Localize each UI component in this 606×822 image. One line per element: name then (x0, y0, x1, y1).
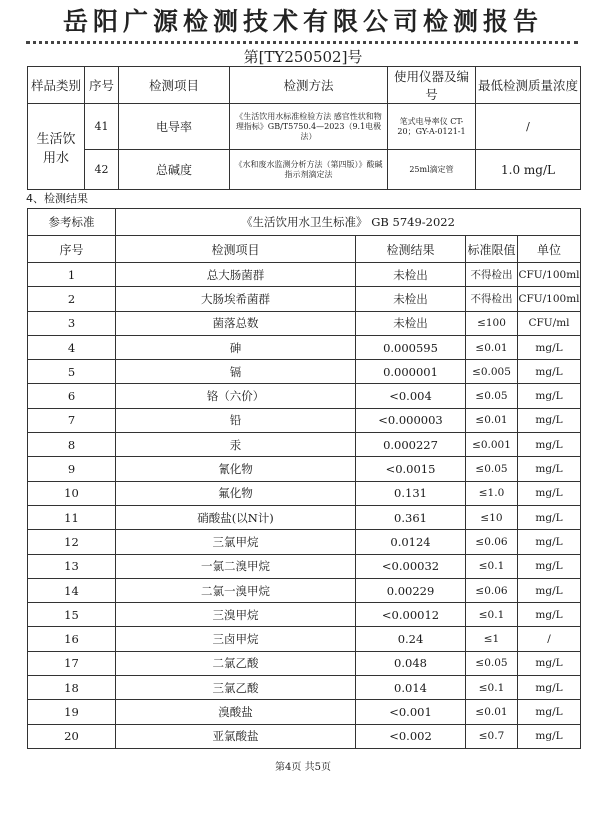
table-row (28, 287, 581, 311)
row-result: <0.004 (356, 384, 466, 408)
row-item: 电导率 (119, 104, 230, 150)
col-limit: 标准限值 (466, 236, 518, 263)
row-result: <0.000003 (356, 408, 466, 432)
page-footer: 第4页 共5页 (275, 762, 331, 773)
row-limit: 不得检出 (466, 263, 518, 287)
row-unit: mg/L (518, 457, 581, 481)
row-limit: ≤10 (466, 505, 518, 529)
row-no: 4 (28, 335, 116, 359)
row-unit: CFU/ml (518, 311, 581, 335)
col-unit: 单位 (518, 236, 581, 263)
row-no: 16 (28, 627, 116, 651)
table-row (28, 433, 581, 457)
row-limit: ≤0.1 (466, 603, 518, 627)
col-item: 检测项目 (116, 236, 356, 263)
table-row (28, 104, 581, 150)
row-limit: ≤0.001 (466, 433, 518, 457)
row-item: 硝酸盐(以N计) (116, 505, 356, 529)
row-result: 0.0124 (356, 530, 466, 554)
row-no: 41 (85, 104, 119, 150)
row-limit: ≤0.005 (466, 360, 518, 384)
row-result: 未检出 (356, 263, 466, 287)
reference-value: 《生活饮用水卫生标准》 GB 5749-2022 (116, 209, 581, 236)
row-result: 0.014 (356, 676, 466, 700)
row-unit: mg/L (518, 603, 581, 627)
row-no: 3 (28, 311, 116, 335)
table-row (28, 311, 581, 335)
row-limit: ≤0.05 (466, 384, 518, 408)
row-unit: mg/L (518, 360, 581, 384)
row-item: 三氯乙酸 (116, 676, 356, 700)
row-item: 二氯一溴甲烷 (116, 578, 356, 602)
table-row (28, 263, 581, 287)
row-item: 三氯甲烷 (116, 530, 356, 554)
col-result: 检测结果 (356, 236, 466, 263)
col-method: 检测方法 (230, 67, 388, 104)
table-row (28, 627, 581, 651)
row-limit: ≤0.06 (466, 530, 518, 554)
row-item: 砷 (116, 335, 356, 359)
row-no: 6 (28, 384, 116, 408)
report-number: 第[TY250502]号 (243, 48, 363, 66)
row-no: 5 (28, 360, 116, 384)
row-item: 溴酸盐 (116, 700, 356, 724)
row-item: 一氯二溴甲烷 (116, 554, 356, 578)
table-row (28, 481, 581, 505)
title-divider (26, 41, 578, 44)
table-row (28, 384, 581, 408)
row-item: 汞 (116, 433, 356, 457)
row-result: <0.001 (356, 700, 466, 724)
table-row (28, 150, 581, 190)
row-limit: ≤0.05 (466, 651, 518, 675)
table-row (28, 578, 581, 602)
row-limit: ≤0.1 (466, 676, 518, 700)
table-row (28, 408, 581, 432)
row-result: 0.00229 (356, 578, 466, 602)
row-no: 2 (28, 287, 116, 311)
table-row (28, 335, 581, 359)
table-row (28, 603, 581, 627)
row-item: 铬（六价） (116, 384, 356, 408)
row-result: <0.00032 (356, 554, 466, 578)
row-item: 总碱度 (119, 150, 230, 190)
table-row (28, 676, 581, 700)
method-table (27, 66, 581, 190)
col-no: 序号 (28, 236, 116, 263)
row-limit: ≤0.1 (466, 554, 518, 578)
table-row (28, 554, 581, 578)
row-result: 0.361 (356, 505, 466, 529)
row-limit: 不得检出 (466, 287, 518, 311)
row-unit: mg/L (518, 700, 581, 724)
row-no: 14 (28, 578, 116, 602)
row-no: 8 (28, 433, 116, 457)
row-no: 12 (28, 530, 116, 554)
table-row (28, 724, 581, 748)
row-item: 氟化物 (116, 481, 356, 505)
row-limit: ≤0.01 (466, 335, 518, 359)
row-unit: CFU/100ml (518, 263, 581, 287)
row-limit: ≤1 (466, 627, 518, 651)
row-no: 9 (28, 457, 116, 481)
table-row (28, 700, 581, 724)
row-item: 亚氯酸盐 (116, 724, 356, 748)
row-min-conc: 1.0 mg/L (476, 150, 581, 190)
row-result: 0.000227 (356, 433, 466, 457)
row-result: 0.048 (356, 651, 466, 675)
col-item: 检测项目 (119, 67, 230, 104)
row-limit: ≤0.05 (466, 457, 518, 481)
table-row (28, 505, 581, 529)
row-result: <0.0015 (356, 457, 466, 481)
row-unit: mg/L (518, 530, 581, 554)
results-header-row (28, 236, 581, 263)
col-instrument: 使用仪器及编号 (388, 67, 476, 104)
reference-label: 参考标准 (28, 209, 116, 236)
row-item: 氰化物 (116, 457, 356, 481)
row-result: 未检出 (356, 311, 466, 335)
row-result: 0.131 (356, 481, 466, 505)
row-no: 17 (28, 651, 116, 675)
row-result: 0.000595 (356, 335, 466, 359)
row-limit: ≤0.7 (466, 724, 518, 748)
row-min-conc: / (476, 104, 581, 150)
sample-category-cell: 生活饮用水 (28, 104, 85, 190)
row-limit: ≤0.01 (466, 408, 518, 432)
report-title: 岳阳广源检测技术有限公司检测报告 (62, 7, 543, 36)
row-unit: CFU/100ml (518, 287, 581, 311)
row-item: 菌落总数 (116, 311, 356, 335)
row-no: 7 (28, 408, 116, 432)
table-row (28, 360, 581, 384)
row-method: 《水和废水监测分析方法（第四版）》酸碱指示剂滴定法 (230, 150, 388, 190)
row-item: 大肠埃希菌群 (116, 287, 356, 311)
row-unit: mg/L (518, 651, 581, 675)
col-min-conc: 最低检测质量浓度 (476, 67, 581, 104)
reference-standard-row (28, 209, 581, 236)
row-limit: ≤0.01 (466, 700, 518, 724)
row-unit: mg/L (518, 384, 581, 408)
row-no: 19 (28, 700, 116, 724)
row-no: 1 (28, 263, 116, 287)
row-item: 三溴甲烷 (116, 603, 356, 627)
row-item: 三卤甲烷 (116, 627, 356, 651)
row-unit: mg/L (518, 408, 581, 432)
row-no: 42 (85, 150, 119, 190)
col-no: 序号 (85, 67, 119, 104)
row-item: 总大肠菌群 (116, 263, 356, 287)
row-unit: mg/L (518, 481, 581, 505)
row-no: 11 (28, 505, 116, 529)
col-sample-category: 样品类别 (28, 67, 85, 104)
row-limit: ≤100 (466, 311, 518, 335)
row-result: <0.002 (356, 724, 466, 748)
row-no: 13 (28, 554, 116, 578)
row-item: 镉 (116, 360, 356, 384)
row-result: 0.24 (356, 627, 466, 651)
row-item: 铅 (116, 408, 356, 432)
row-unit: mg/L (518, 433, 581, 457)
row-limit: ≤1.0 (466, 481, 518, 505)
results-table (27, 208, 581, 749)
row-result: 未检出 (356, 287, 466, 311)
row-unit: mg/L (518, 724, 581, 748)
row-no: 20 (28, 724, 116, 748)
row-unit: mg/L (518, 578, 581, 602)
row-unit: mg/L (518, 554, 581, 578)
row-instrument: 笔式电导率仪 CT-20；GY-A-0121-1 (388, 104, 476, 150)
table-row (28, 457, 581, 481)
row-no: 10 (28, 481, 116, 505)
row-result: 0.000001 (356, 360, 466, 384)
table-row (28, 530, 581, 554)
row-no: 18 (28, 676, 116, 700)
row-item: 二氯乙酸 (116, 651, 356, 675)
table-row (28, 651, 581, 675)
section-label: 4、检测结果 (26, 192, 88, 205)
row-limit: ≤0.06 (466, 578, 518, 602)
row-method: 《生活饮用水标准检验方法 感官性状和物理指标》GB/T5750.4—2023（9.1电极法） (230, 104, 388, 150)
row-instrument: 25ml滴定管 (388, 150, 476, 190)
row-unit: mg/L (518, 676, 581, 700)
row-result: <0.00012 (356, 603, 466, 627)
row-unit: mg/L (518, 505, 581, 529)
row-no: 15 (28, 603, 116, 627)
row-unit: / (518, 627, 581, 651)
row-unit: mg/L (518, 335, 581, 359)
